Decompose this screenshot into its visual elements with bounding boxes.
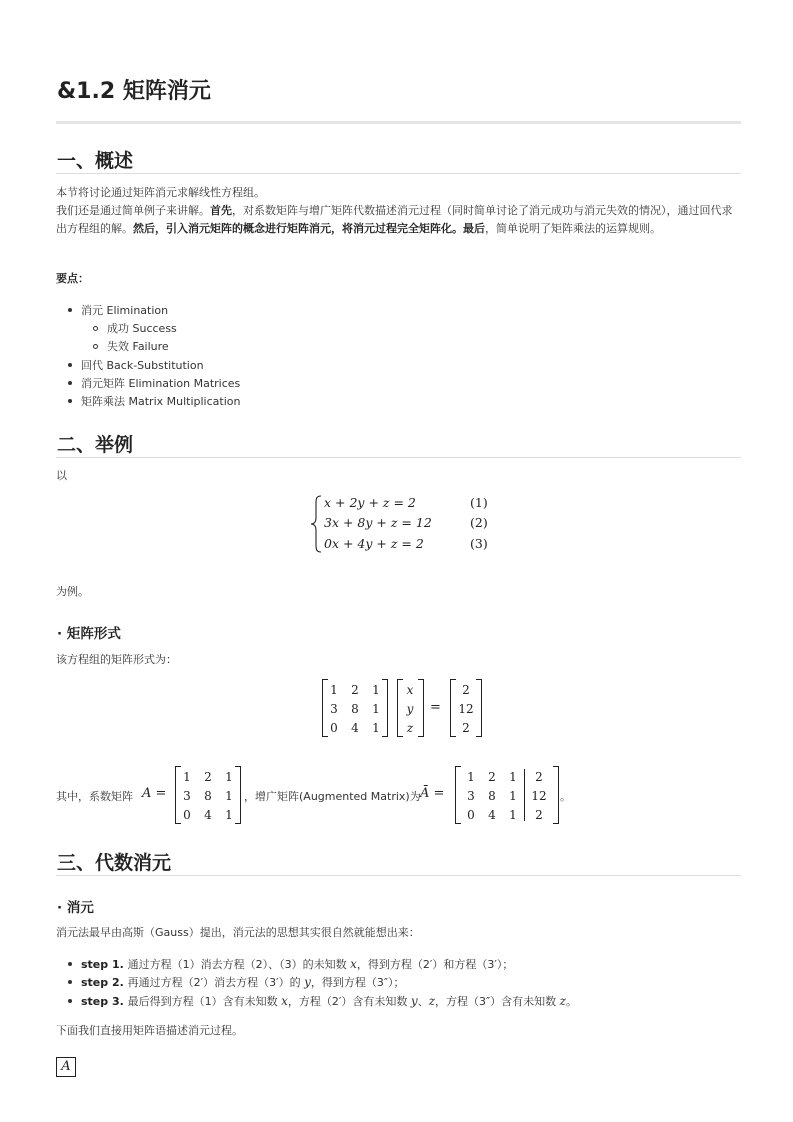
matrix-cell: 2: [351, 683, 359, 697]
coefficient-text-2: ，增广矩阵(Augmented Matrix)为: [244, 790, 421, 803]
matrix-cell: 3: [183, 789, 191, 803]
text-run: 我们还是通过简单例子来讲解。: [56, 204, 210, 217]
right-bracket: [553, 766, 559, 824]
augment-separator: [524, 769, 525, 821]
matrix-cell: z: [406, 721, 414, 735]
paragraph-elimination-intro: 消元法最早由高斯（Gauss）提出，消元法的思想其实很自然就能想出来：: [56, 926, 420, 939]
matrix-cell: 1: [509, 808, 517, 822]
list-item: [68, 393, 240, 409]
equation-3-tag: (3): [470, 536, 488, 551]
equation-1-tag: (1): [470, 495, 488, 510]
equation-3: 0x + 4y + z = 2: [324, 536, 424, 551]
matrix-cell: 0: [467, 808, 475, 822]
math-variable: x: [281, 994, 288, 1008]
text-run: 通过方程（1）消去方程（2）、（3）的未知数: [127, 958, 351, 971]
math-variable: z: [428, 994, 436, 1008]
equation-1: x + 2y + z = 2: [324, 495, 416, 510]
bold-text: step 1.: [81, 958, 128, 971]
text-run: ，简单说明了矩阵乘法的运算规则。: [485, 222, 661, 235]
equation-system: [310, 494, 510, 554]
paragraph-example-outro: 为例。: [56, 585, 89, 598]
matrix-cell: 4: [488, 808, 496, 822]
variable-vector: [397, 679, 424, 737]
hollow-bullet-icon: [93, 344, 98, 349]
matrix-cell: 0: [330, 721, 338, 735]
matrix-cell: 12: [458, 702, 474, 716]
math-variable: z: [559, 994, 566, 1008]
paragraph-example-intro: 以: [56, 469, 67, 482]
matrix-cell: 1: [372, 702, 380, 716]
page-title: &1.2 矩阵消元: [57, 79, 211, 104]
bullet-icon: [68, 962, 72, 966]
list-item-text: 回代 Back-Substitution: [81, 359, 204, 372]
text-run: ，方程（2′）含有未知数: [287, 995, 411, 1008]
matrix-cell: 4: [351, 721, 359, 735]
step-item: [68, 974, 405, 990]
matrix-cell: 2: [535, 770, 543, 784]
text-run: 。: [565, 995, 577, 1008]
paragraph-summary: [56, 202, 741, 238]
bold-text: 首先: [210, 204, 232, 217]
coefficient-matrix: [322, 679, 388, 737]
bullet-icon: [68, 999, 72, 1003]
list-item-text: 矩阵乘法 Matrix Multiplication: [81, 395, 241, 408]
bullet-icon: [68, 980, 72, 984]
paragraph-elimination-outro: 下面我们直接用矩阵语描述消元过程。: [56, 1024, 243, 1037]
matrix-cell: 1: [509, 789, 517, 803]
math-variable: y: [304, 975, 311, 989]
matrix-cell: 4: [204, 808, 212, 822]
list-item: [93, 320, 177, 336]
left-brace-icon: [310, 494, 324, 554]
matrix-cell: 1: [225, 789, 233, 803]
matrix-cell: 12: [531, 789, 547, 803]
text-run: 再通过方程（2′）消去方程（3′）的: [127, 976, 305, 989]
list-item: [68, 375, 240, 391]
matrix-cell: 1: [330, 683, 338, 697]
section-divider: [56, 875, 741, 876]
list-item-text: 成功 Success: [107, 322, 177, 335]
list-item: [93, 338, 169, 354]
augmented-matrix: [455, 766, 559, 824]
title-divider: [56, 121, 741, 124]
matrix-cell: x: [406, 683, 414, 697]
matrix-cell: 3: [330, 702, 338, 716]
matrix-cell: 1: [225, 770, 233, 784]
matrix-cell: 2: [462, 683, 470, 697]
section-divider: [56, 173, 741, 174]
list-item-text: 失效 Failure: [107, 340, 169, 353]
constant-vector: [450, 679, 482, 737]
equation-2: 3x + 8y + z = 12: [324, 515, 432, 530]
matrix-cell: 8: [351, 702, 359, 716]
text-run: ，得到方程（2′）和方程（3′）；: [356, 958, 514, 971]
matrix-cell: 2: [462, 721, 470, 735]
matrix-cell: 1: [467, 770, 475, 784]
math-variable: x: [350, 957, 357, 971]
text-run: ，得到方程（3″）；: [310, 976, 405, 989]
step-item: [68, 956, 513, 972]
text-run: ，对系数矩阵与增广矩阵代数描述消元过程（同时简单讨论了消元成功与消元失效的情况），通过回代求出方程组的解。: [56, 204, 733, 235]
matrix-cell: 1: [509, 770, 517, 784]
section-divider: [56, 457, 741, 458]
coefficient-matrix-inline: [175, 766, 241, 824]
coefficient-text-1: 其中，系数矩阵: [56, 790, 133, 803]
matrix-cell: 2: [535, 808, 543, 822]
matrix-cell: 3: [467, 789, 475, 803]
bullet-icon: [68, 399, 72, 403]
text-run: 最后得到方程（1）含有未知数: [127, 995, 282, 1008]
Abar-label: Ā =: [420, 786, 445, 801]
bullet-icon: [68, 381, 72, 385]
equals-sign: =: [430, 700, 441, 715]
list-item: [68, 357, 204, 373]
bold-text: step 2.: [81, 976, 128, 989]
matrix-cell: 8: [204, 789, 212, 803]
step-item: [68, 993, 577, 1009]
key-points-label: 要点：: [56, 272, 89, 285]
text-run: ，方程（3″）含有未知数: [435, 995, 560, 1008]
coefficient-text-3: 。: [560, 790, 571, 803]
subsection-heading-matrix-form: · 矩阵形式: [57, 626, 121, 642]
boxed-matrix-A: A: [56, 1057, 76, 1077]
list-item: [68, 302, 168, 318]
list-item-text: 消元 Elimination: [81, 304, 169, 317]
section-heading-overview: 一、概述: [57, 150, 134, 172]
subsection-heading-elimination: · 消元: [57, 900, 94, 916]
text-run: 、: [417, 995, 429, 1008]
A-label: A =: [142, 786, 167, 801]
matrix-cell: 0: [183, 808, 191, 822]
equation-2-tag: (2): [470, 515, 488, 530]
hollow-bullet-icon: [93, 326, 98, 331]
section-heading-algebraic-elimination: 三、代数消元: [57, 852, 172, 874]
section-heading-example: 二、举例: [57, 434, 134, 456]
matrix-cell: 8: [488, 789, 496, 803]
bullet-icon: [68, 363, 72, 367]
paragraph-intro: 本节将讨论通过矩阵消元求解线性方程组。: [56, 186, 265, 199]
list-item-text: 消元矩阵 Elimination Matrices: [81, 377, 241, 390]
bold-text: step 3.: [81, 995, 128, 1008]
matrix-cell: 1: [372, 721, 380, 735]
matrix-cell: 1: [183, 770, 191, 784]
bold-text: 然后，引入消元矩阵的概念进行矩阵消元，将消元过程完全矩阵化。: [133, 222, 463, 235]
bold-text: 最后: [463, 222, 485, 235]
matrix-cell: 2: [204, 770, 212, 784]
math-variable: y: [410, 994, 418, 1008]
matrix-cell: 1: [225, 808, 233, 822]
matrix-cell: 2: [488, 770, 496, 784]
matrix-cell: y: [406, 702, 414, 716]
matrix-cell: 1: [372, 683, 380, 697]
paragraph-matrix-form-intro: 该方程组的矩阵形式为：: [56, 653, 177, 666]
bullet-icon: [68, 308, 72, 312]
